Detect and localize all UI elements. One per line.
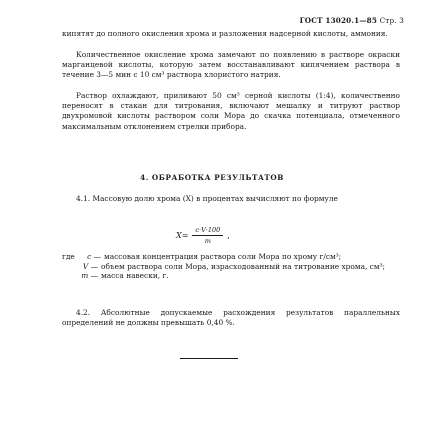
end-rule [180,358,238,359]
paragraph-continuation: кипятят до полного окисления хрома и разложения надсерной кислоты, аммония. [62,29,388,38]
page-number: Стр. 3 [379,16,404,25]
definition-m-text: масса навески, г. [101,271,169,281]
formula [176,226,230,245]
formula-numerator: c·V·100 [192,226,223,236]
definition-c [62,252,400,262]
formula-lhs: X= [176,231,189,240]
paragraph-oxidation: Количественное окисление хрома замечают по появлению в растворе окраски марганцевой кислоты, которую затем восстанавливают кипячением раствора в течение 3—5 мин с 10 см³ раствора хлористого натрия. [62,50,400,80]
standard-number: ГОСТ 13020.1—85 [299,16,378,25]
section-heading: 4. ОБРАБОТКА РЕЗУЛЬТАТОВ [140,173,284,182]
variable-definitions [62,252,400,281]
formula-denominator: m [204,237,211,245]
definition-v-symbol: V — [82,261,98,271]
paragraph-4-2: 4.2. Абсолютные допускаемые расхождения результатов параллельных определений не должны превышать 0,40 %. [62,308,400,328]
definition-c-text: массовая концентрация раствора соли Мора по хрому г/см³; [104,252,342,261]
definition-m-symbol: m — [81,271,98,281]
definition-m [62,271,400,281]
paragraph-titration: Раствор охлаждают, приливают 50 см³ серной кислоты (1:4), количественно переносят в стакан для титрования, включают мешалку и титруют раствор двухромовой кислоты раствором соли Мора до скачка потенциала, отмеченного максимальным отклонением стрелки прибора. [62,91,400,131]
definition-c-symbol: c — [87,252,101,261]
formula-fraction [192,226,223,245]
page-header [300,16,404,25]
formula-tail: , [227,231,230,240]
definition-v [62,262,400,272]
paragraph-4-1: 4.1. Массовую долю хрома (X) в процентах вычисляют по формуле [76,194,338,203]
where-word: где [62,252,75,261]
definition-v-text: объем раствора соли Мора, израсходованный на титрование хрома, см³; [101,261,386,271]
